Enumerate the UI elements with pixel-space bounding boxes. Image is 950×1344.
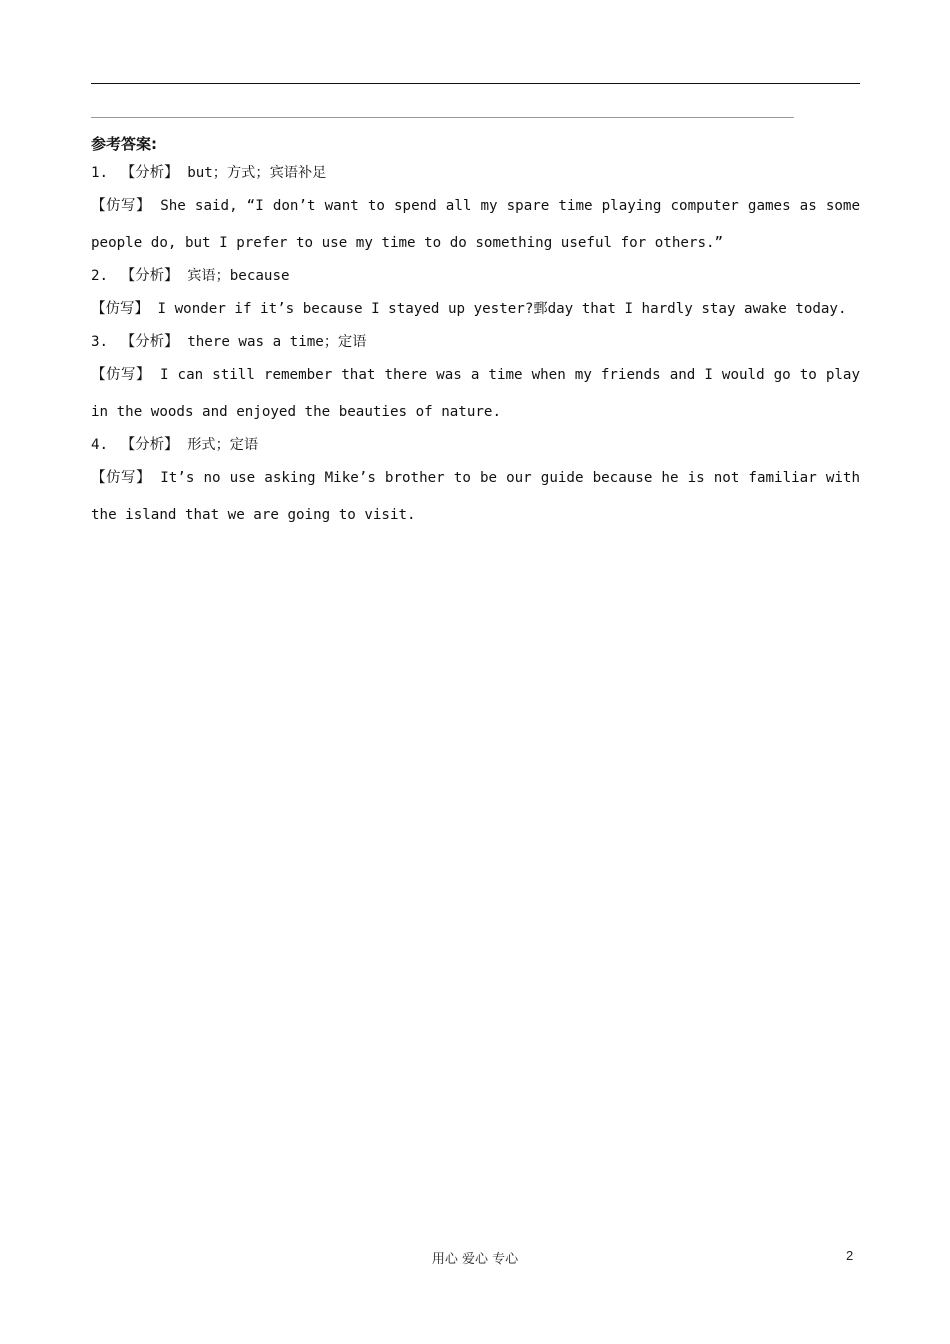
answer-number: 2. bbox=[91, 268, 109, 284]
imitation-tag: 【仿写】 bbox=[91, 367, 151, 383]
imitation-tag: 【仿写】 bbox=[91, 470, 152, 486]
answer-section bbox=[91, 131, 860, 532]
analysis-text: but；方式；宾语补足 bbox=[187, 165, 327, 181]
footer-motto: 用心 爱心 专心 bbox=[431, 1252, 519, 1267]
imitation-text: I wonder if it’s because I stayed up yester?鄄day that I hardly stay awake today. bbox=[157, 301, 847, 317]
answer-4-analysis bbox=[91, 429, 860, 462]
page-number: 2 bbox=[846, 1248, 854, 1263]
answer-number: 3. bbox=[91, 334, 109, 350]
answer-number: 1. bbox=[91, 165, 109, 181]
answer-2-imitation bbox=[91, 293, 860, 326]
blank-answer-line bbox=[91, 117, 794, 118]
analysis-tag: 【分析】 bbox=[120, 334, 179, 350]
analysis-tag: 【分析】 bbox=[120, 165, 179, 181]
header-rule bbox=[91, 83, 860, 84]
answer-1-analysis bbox=[91, 157, 860, 190]
imitation-tag: 【仿写】 bbox=[91, 301, 149, 317]
imitation-text: I can still remember that there was a time when my friends and I would go to play in the woods and enjoyed the beauties of nature. bbox=[91, 367, 861, 420]
analysis-tag: 【分析】 bbox=[120, 268, 179, 284]
imitation-tag: 【仿写】 bbox=[91, 198, 152, 214]
answers-heading: 参考答案: bbox=[91, 135, 157, 153]
answer-4-imitation bbox=[91, 460, 860, 534]
analysis-text: there was a time；定语 bbox=[187, 334, 367, 350]
answer-3-analysis bbox=[91, 326, 860, 359]
answer-number: 4. bbox=[91, 437, 109, 453]
analysis-tag: 【分析】 bbox=[120, 437, 179, 453]
imitation-text: It’s no use asking Mike’s brother to be our guide because he is not familiar with the island that we are going to visit. bbox=[91, 470, 861, 523]
analysis-text: 宾语；because bbox=[187, 268, 290, 284]
analysis-text: 形式；定语 bbox=[187, 437, 259, 453]
imitation-text: She said, “I don’t want to spend all my spare time playing computer games as some people do, but I prefer to use my time to do something useful for others.” bbox=[91, 198, 861, 251]
answer-1-imitation bbox=[91, 188, 860, 262]
answer-3-imitation bbox=[91, 357, 860, 431]
answer-2-analysis bbox=[91, 260, 860, 293]
